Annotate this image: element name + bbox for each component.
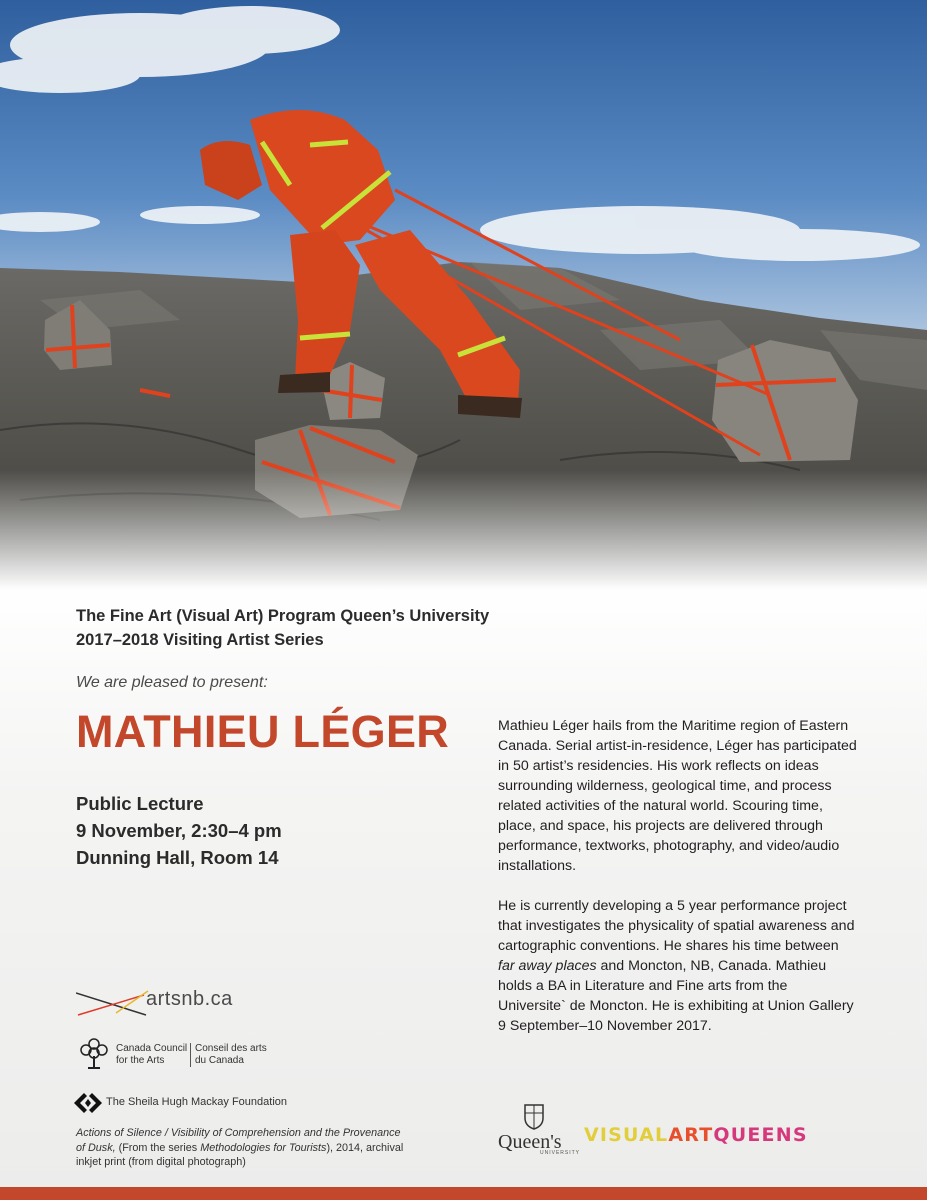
vaq-queens: QUEENS: [713, 1124, 808, 1146]
cca-en-line-1: Canada Council: [116, 1043, 188, 1054]
lecture-title: Public Lecture: [76, 793, 204, 814]
vaq-visual: VISUAL: [584, 1124, 669, 1146]
artsnb-logo-text: artsnb.ca: [146, 988, 233, 1010]
artist-name: MATHIEU LÉGER: [76, 706, 450, 757]
bio-p2-start: He is currently developing a 5 year performance project that investigates the physicality of spatial awareness and cartographic conventions. He shares his time between: [498, 898, 855, 954]
caption-details: ), 2014, archival inkjet print (from digital photograph): [76, 1141, 404, 1168]
intro-text: We are pleased to present:: [76, 674, 268, 691]
hero-photograph: [0, 0, 927, 590]
canada-council-fr: [190, 1043, 267, 1067]
caption-series: Methodologies for Tourists: [200, 1141, 327, 1154]
bottom-accent-bar: [0, 1187, 927, 1200]
queens-subtext: UNIVERSITY: [540, 1150, 581, 1156]
caption-title: Actions of Silence / Visibility of Comprehension and the Provenance of Dusk,: [76, 1127, 401, 1154]
caption-series-prefix: (From the series: [115, 1141, 201, 1154]
queens-wordmark: Queen's: [498, 1131, 562, 1153]
visual-art-queens-logo: [584, 1124, 808, 1146]
program-line-1: The Fine Art (Visual Art) Program Queen’s University: [76, 607, 490, 625]
lecture-location: Dunning Hall, Room 14: [76, 847, 279, 868]
lecture-info: [76, 790, 282, 871]
program-line-2: 2017–2018 Visiting Artist Series: [76, 631, 324, 649]
bio-paragraph-1: Mathieu Léger hails from the Maritime region of Eastern Canada. Serial artist-in-residence, Léger has participated in 50 artist’s residencies. His work reflects on ideas surrounding wilderness, geological time, and process related activities of the natural world. Scouring time, place, and space, his projects are delivered through performance, textworks, photography, and video/audio installations.: [498, 718, 857, 874]
photo-fade: [0, 470, 927, 590]
bio-paragraph-2: [498, 896, 858, 1036]
lecture-datetime: 9 November, 2:30–4 pm: [76, 820, 282, 841]
cca-en-line-2: for the Arts: [116, 1055, 165, 1066]
bio-p2-emphasis: far away places: [498, 958, 597, 974]
photo-caption: [76, 1126, 406, 1170]
canada-council-en: [116, 1043, 187, 1067]
program-heading: [76, 604, 489, 652]
sheila-hugh-mackay-text: The Sheila Hugh Mackay Foundation: [106, 1096, 287, 1108]
vaq-art: ART: [668, 1124, 714, 1146]
sheila-hugh-mackay-icon: [74, 1093, 102, 1113]
canada-council-tree-icon: [78, 1036, 110, 1070]
artist-bio: [498, 716, 858, 1056]
queens-crest-icon: [524, 1104, 544, 1130]
bio-p2-end: and Moncton, NB, Canada. Mathieu holds a BA in Literature and Fine arts from the Universite` de Moncton. He is exhibiting at Union Gallery 9 September–10 November 2017.: [498, 958, 854, 1034]
cca-fr-line-1: Conseil des arts: [195, 1043, 267, 1054]
cca-fr-line-2: du Canada: [195, 1055, 244, 1066]
